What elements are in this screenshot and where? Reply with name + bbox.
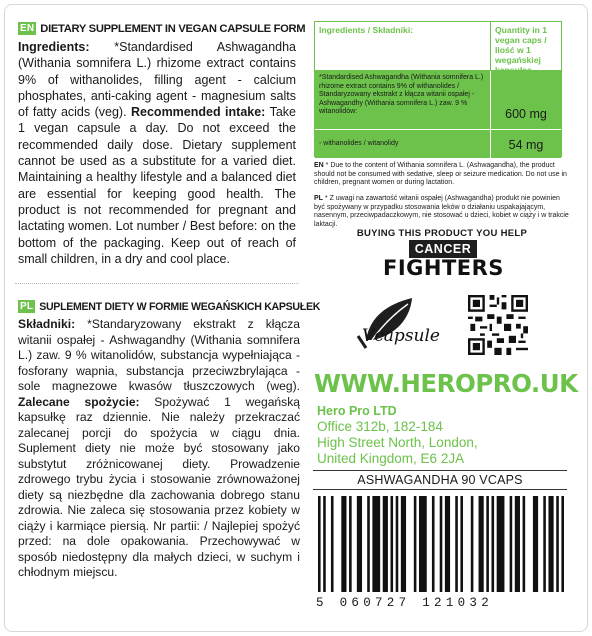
company-name: Hero Pro LTD xyxy=(317,404,397,418)
english-heading xyxy=(18,22,306,35)
en-intake-text: Take 1 vegan capsule a day. Do not exceed the recommended daily dose. Dietary supplement cannot be used as a substitute for a varied diet. Maintaining a healthy lifestyle and a balanced diet are essential for keeping good health. The product is not recommended for pregnant and lactating women. Lot number / Best before: on the bottom of the packaging. Keep out of reach of small children, in a dry and cool place. xyxy=(18,105,296,266)
vcapsule-text: Vcapsule xyxy=(362,326,440,346)
pl-ingredients-text: *Standaryzowany ekstrakt z kłącza witanii ospałej - Ashwagandhy (Withania somnifera L.) zaw. 9 % witanolidów, substancja wypełniająca - fosforany wapnia, substancja przeciwzbrylająca - sole magnezowe kwasów tłuszczowych (weg). xyxy=(18,317,300,393)
row-extract-label: *Standardised Ashwagandha (Withania somnifera L.) rhizome extract contains 9% of withanolides / Standaryzowany ekstrakt z kłącza witanii ospałej - Ashwagandhy (Withania somnifera L.) zaw. 9 % witanolidów: xyxy=(315,71,491,129)
pl-title: SUPLEMENT DIETY W FORMIE WEGAŃSKICH KAPSUŁEK xyxy=(39,300,321,313)
website-url: WWW.HEROPRO.UK xyxy=(314,369,578,398)
polish-heading xyxy=(18,300,321,313)
vcapsule-logo xyxy=(336,296,446,356)
address-line-3: United Kingdom, E6 2JA xyxy=(317,451,465,466)
en-note-text: * Due to the content of Withania somnifera L. (Ashwagandha), the product should not be consumed with sedative, sleep or seizure medication. Do not use in children, pregnant women or during lactation. xyxy=(314,162,567,186)
cancer-fighters-logo xyxy=(383,240,503,288)
header-quantity: Quantity in 1 vegan caps / Ilość w 1 wegańskiej kapsułce xyxy=(495,25,548,75)
header-ingredients: Ingredients / Składniki: xyxy=(315,22,491,70)
en-ingredients-text: *Standardised Ashwagandha (Withania somnifera L.) rhizome extract contains 9% of withanolides, filling agent - calcium phosphates, anti-caking agent - magnesium salts of fatty acids (veg). xyxy=(18,40,296,120)
row-withanolides-value: 54 mg xyxy=(508,138,544,152)
section-divider xyxy=(15,283,299,284)
pl-ingredients-label: Składniki: xyxy=(18,317,76,331)
en-ingredients-label: Ingredients: xyxy=(18,40,90,54)
pl-note-text: * Z uwagi na zawartość witanii ospałej (Ashwagandha) produkt nie powinien być spożywany w przypadku stosowania leków o działaniu uspakajającym, nasennym, przeciwpadaczkowym, nie stosować u dzieci, kobiet w ciąży i w trakcie laktacji. xyxy=(314,195,569,228)
pl-body xyxy=(18,317,300,581)
table-row xyxy=(315,130,561,158)
table-row xyxy=(315,71,561,130)
help-caption: BUYING THIS PRODUCT YOU HELP xyxy=(356,228,528,239)
en-intake-label: Recommended intake: xyxy=(131,105,266,120)
en-body xyxy=(18,39,296,267)
cancer-word: CANCER xyxy=(409,240,477,258)
pl-intake-text: Spożywać 1 wegańską kapsułkę raz dziennie. Nie należy przekraczać zalecanej porcji do spożycia w ciągu dnia. Suplement diety nie może być stosowany jako substytut zróżnicowanej diety. Prowadzenie zdrowego trybu życia i stosowanie zrównoważonej diety są niezbędne dla zachowania dobrego stanu zdrowia. Nie zaleca się stosowania przez kobiety w ciąży i karmiące piersią. Nr partii: / Najlepiej spożyć przed: na dole opakowania. Przechowywać w sposób niedostępny dla małych dzieci, w suchym i chłodnym miejscu. xyxy=(18,394,300,579)
address-line-2: High Street North, London, xyxy=(317,435,478,450)
en-warning-note xyxy=(314,162,570,188)
english-section xyxy=(18,22,306,267)
table-header xyxy=(315,22,561,75)
pl-warning-note xyxy=(314,195,570,229)
row-withanolides-label: - withanolides / witanolidy xyxy=(315,130,491,158)
barcode-icon xyxy=(316,496,566,592)
pl-note-label: PL xyxy=(314,195,323,202)
polish-section xyxy=(18,300,321,581)
product-name: ASHWAGANDHA 90 VCAPS xyxy=(313,470,567,490)
pl-badge: PL xyxy=(20,301,34,312)
address-line-1: Office 312b, 182-184 xyxy=(317,419,443,434)
barcode-number: 5 060727 121032 xyxy=(316,596,494,610)
qr-code-icon xyxy=(468,294,528,356)
fighters-word: FIGHTERS xyxy=(383,256,504,280)
company-address xyxy=(317,403,478,467)
en-note-label: EN xyxy=(314,162,324,169)
row-extract-value: 600 mg xyxy=(505,107,547,121)
en-badge: EN xyxy=(20,23,35,34)
pl-intake-label: Zalecane spożycie: xyxy=(18,394,140,409)
en-title: DIETARY SUPPLEMENT IN VEGAN CAPSULE FORM xyxy=(40,22,306,35)
ingredients-table xyxy=(314,21,562,157)
